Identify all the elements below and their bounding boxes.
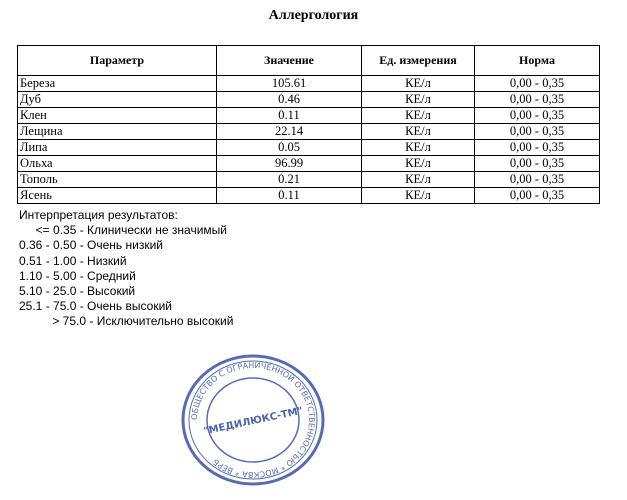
cell-parameter: Ясень (18, 188, 217, 204)
cell-norm: 0,00 - 0,35 (475, 156, 600, 172)
column-header-parameter: Параметр (18, 46, 217, 76)
cell-unit: КЕ/л (362, 188, 475, 204)
cell-norm: 0,00 - 0,35 (475, 76, 600, 92)
cell-unit: КЕ/л (362, 76, 475, 92)
cell-unit: КЕ/л (362, 172, 475, 188)
table-header-row (18, 46, 600, 76)
cell-parameter: Клен (18, 108, 217, 124)
cell-unit: КЕ/л (362, 156, 475, 172)
interpretation-line: 0.51 - 1.00 - Низкий (19, 253, 127, 268)
interpretation-line: 5.10 - 25.0 - Высокий (19, 284, 136, 299)
cell-unit: КЕ/л (362, 108, 475, 124)
interpretation-line: <= 0.35 - Клинически не значимый (19, 223, 227, 238)
results-table (17, 45, 600, 204)
cell-value: 0.21 (217, 172, 362, 188)
cell-parameter: Дуб (18, 92, 217, 108)
cell-unit: КЕ/л (362, 124, 475, 140)
interpretation-line: 1.10 - 5.00 - Средний (19, 268, 136, 283)
table-row (18, 124, 600, 140)
table-row (18, 108, 600, 124)
interpretation-block (19, 208, 233, 330)
stamp-center-text: "МЕДИЛЮКС-ТМ" (202, 405, 304, 438)
cell-norm: 0,00 - 0,35 (475, 188, 600, 204)
column-header-value: Значение (217, 46, 362, 76)
interpretation-line: > 75.0 - Исключительно высокий (19, 314, 234, 329)
cell-parameter: Береза (18, 76, 217, 92)
table-row (18, 188, 600, 204)
interpretation-heading: Интерпретация результатов: (19, 208, 178, 222)
cell-norm: 0,00 - 0,35 (475, 92, 600, 108)
interpretation-line: 25.1 - 75.0 - Очень высокий (19, 299, 172, 314)
cell-parameter: Ольха (18, 156, 217, 172)
cell-norm: 0,00 - 0,35 (475, 108, 600, 124)
cell-value: 0.05 (217, 140, 362, 156)
cell-parameter: Тополь (18, 172, 217, 188)
cell-unit: КЕ/л (362, 92, 475, 108)
cell-norm: 0,00 - 0,35 (475, 124, 600, 140)
table-row (18, 172, 600, 188)
company-stamp (178, 350, 328, 490)
cell-norm: 0,00 - 0,35 (475, 172, 600, 188)
cell-value: 105.61 (217, 76, 362, 92)
interpretation-line: 0.36 - 0.50 - Очень низкий (19, 238, 163, 253)
table-row (18, 76, 600, 92)
cell-value: 96.99 (217, 156, 362, 172)
cell-value: 0.11 (217, 188, 362, 204)
cell-parameter: Лещина (18, 124, 217, 140)
stamp-ring-text-path: ОБЩЕСТВО С ОГРАНИЧЕННОЙ ОТВЕТСТВЕННОСТЬЮ * МОСКВА * ВЕРБ (189, 360, 317, 480)
table-row (18, 140, 600, 156)
column-header-norm: Норма (475, 46, 600, 76)
cell-norm: 0,00 - 0,35 (475, 140, 600, 156)
cell-value: 0.46 (217, 92, 362, 108)
cell-unit: КЕ/л (362, 140, 475, 156)
cell-parameter: Липа (18, 140, 217, 156)
cell-value: 22.14 (217, 124, 362, 140)
page-title: Аллергология (268, 8, 359, 23)
cell-value: 0.11 (217, 108, 362, 124)
column-header-unit: Ед. измерения (362, 46, 475, 76)
table-row (18, 156, 600, 172)
table-row (18, 92, 600, 108)
